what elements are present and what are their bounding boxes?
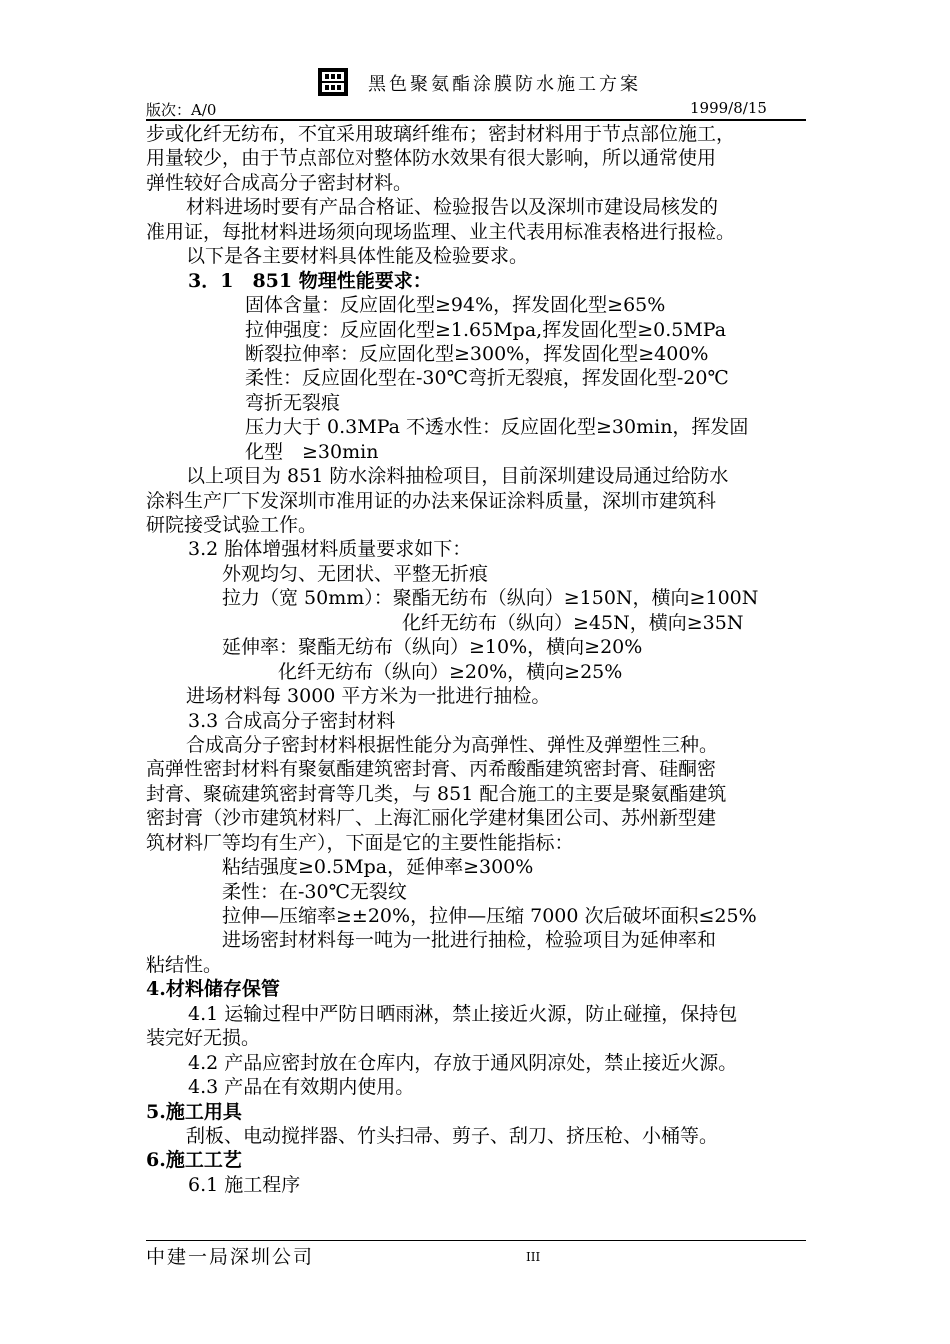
text-line: 用量较少，由于节点部位对整体防水效果有很大影响，所以通常使用 (146, 147, 717, 170)
section-heading-3-1: 3．1 851 物理性能要求： (188, 269, 432, 292)
text-line: 4.1 运输过程中严防日晒雨淋，禁止接近火源，防止碰撞，保持包 (188, 1002, 738, 1025)
text-line: 合成高分子密封材料根据性能分为高弹性、弹性及弹塑性三种。 (186, 733, 719, 756)
text-line: 弹性较好合成高分子密封材料。 (146, 171, 413, 194)
text-line: 进场密封材料每一吨为一批进行抽检，检验项目为延伸率和 (222, 929, 717, 952)
section-heading-3-3: 3.3 合成高分子密封材料 (188, 709, 396, 732)
section-heading-5: 5.施工用具 (146, 1100, 242, 1123)
text-line: 装完好无损。 (146, 1027, 261, 1050)
text-line: 高弹性密封材料有聚氨酯建筑密封膏、丙希酸酯建筑密封膏、硅酮密 (146, 758, 717, 781)
footer-company: 中建一局深圳公司 (146, 1246, 315, 1268)
section-heading-6: 6.施工工艺 (146, 1149, 242, 1172)
text-line: 化纤无纺布（纵向）≥45N，横向≥35N (402, 611, 744, 634)
text-line: 筑材料厂等均有生产），下面是它的主要性能指标： (146, 831, 574, 854)
text-line: 涂料生产厂下发深圳市准用证的办法来保证涂料质量，深圳市建筑科 (146, 489, 717, 512)
text-line: 柔性：反应固化型在-30℃弯折无裂痕，挥发固化型-20℃ (245, 367, 729, 390)
text-line: 以上项目为 851 防水涂料抽检项目，目前深圳建设局通过给防水 (186, 465, 729, 488)
section-heading-3-2: 3.2 胎体增强材料质量要求如下： (188, 538, 472, 561)
document-body (146, 122, 810, 1197)
text-line: 拉伸强度：反应固化型≥1.65Mpa,挥发固化型≥0.5MPa (245, 318, 727, 341)
text-line: 断裂拉伸率：反应固化型≥300%，挥发固化型≥400% (245, 342, 709, 365)
text-line: 以下是各主要材料具体性能及检验要求。 (186, 245, 529, 268)
header-divider (146, 119, 806, 121)
text-line: 化纤无纺布（纵向）≥20%，横向≥25% (278, 660, 623, 683)
section-heading-6-1: 6.1 施工程序 (188, 1173, 301, 1196)
text-line: 拉力（宽 50mm）：聚酯无纺布（纵向）≥150N，横向≥100N (222, 587, 759, 610)
text-line: 进场材料每 3000 平方米为一批进行抽检。 (186, 685, 551, 708)
page-number: III (526, 1250, 541, 1264)
text-line: 步或化纤无纺布，不宜采用玻璃纤维布；密封材料用于节点部位施工， (146, 123, 736, 145)
text-line: 密封膏（沙市建筑材料厂、上海汇丽化学建材集团公司、苏州新型建 (146, 807, 717, 830)
document-date: 1999/8/15 (690, 99, 767, 117)
text-line: 4.3 产品在有效期内使用。 (188, 1076, 415, 1099)
section-heading-4: 4.材料储存保管 (146, 978, 280, 1001)
text-line: 弯折无裂痕 (245, 391, 341, 414)
text-line: 压力大于 0.3MPa 不透水性：反应固化型≥30min，挥发固 (245, 416, 749, 439)
version-label: 版次：A/0 (146, 101, 217, 119)
text-line: 延伸率：聚酯无纺布（纵向）≥10%，横向≥20% (222, 636, 643, 659)
text-line: 柔性：在-30℃无裂纹 (222, 880, 407, 903)
cscec-logo-icon (318, 68, 348, 96)
text-line: 研院接受试验工作。 (146, 514, 318, 536)
text-line: 刮板、电动搅拌器、竹头扫帚、剪子、刮刀、挤压枪、小桶等。 (186, 1124, 719, 1147)
footer-divider (146, 1240, 806, 1241)
document-title: 黑色聚氨酯涂膜防水施工方案 (368, 74, 641, 95)
text-line: 化型 ≥30min (245, 440, 379, 463)
text-line: 封膏、聚硫建筑密封膏等几类，与 851 配合施工的主要是聚氨酯建筑 (146, 782, 727, 805)
text-line: 材料进场时要有产品合格证、检验报告以及深圳市建设局核发的 (186, 196, 719, 219)
text-line: 外观均匀、无团状、平整无折痕 (222, 562, 489, 585)
text-line: 粘结性。 (146, 953, 223, 976)
text-line: 粘结强度≥0.5Mpa，延伸率≥300% (222, 856, 534, 879)
text-line: 固体含量：反应固化型≥94%，挥发固化型≥65% (245, 294, 666, 317)
text-line: 拉伸—压缩率≥±20%，拉伸—压缩 7000 次后破坏面积≤25% (222, 905, 757, 927)
text-line: 4.2 产品应密封放在仓库内，存放于通风阴凉处，禁止接近火源。 (188, 1051, 738, 1074)
text-line: 准用证，每批材料进场须向现场监理、业主代表用标准表格进行报检。 (146, 220, 736, 243)
